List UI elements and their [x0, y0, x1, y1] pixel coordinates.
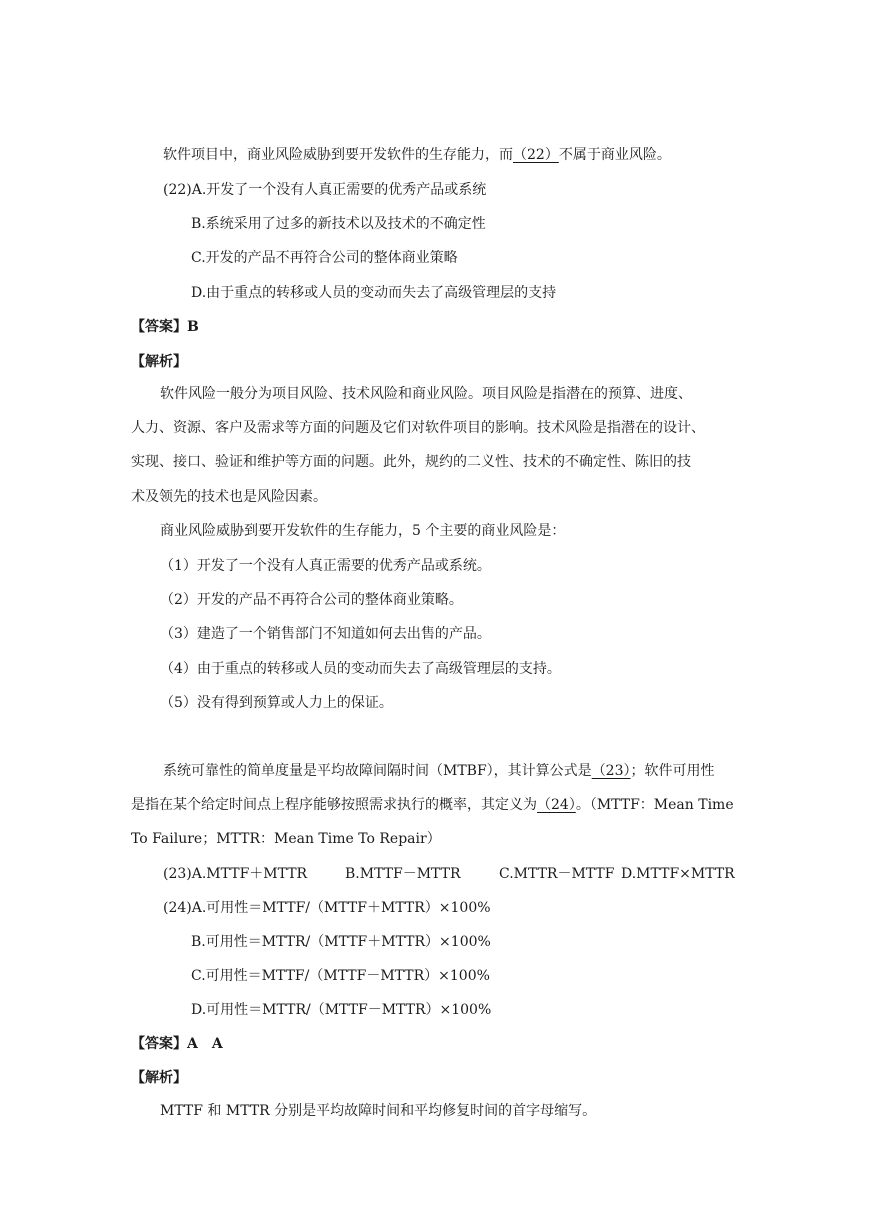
- q22-analysis-line-2: 人力、资源、客户及需求等方面的问题及它们对软件项目的影响。技术风险是指潜在的设计、: [131, 420, 705, 436]
- q23-stem-line-3: To Failure；MTTR：Mean Time To Repair）: [131, 831, 441, 847]
- q22-stem: [163, 145, 671, 165]
- q24-option-c: C.可用性＝MTTF/（MTTF－MTTR）×100%: [191, 968, 490, 984]
- q23-option-a: (23)A.MTTF＋MTTR: [163, 866, 308, 882]
- q22-analysis-label: 【解析】: [131, 354, 187, 370]
- q22-stem-end: 不属于商业风险。: [558, 147, 671, 163]
- q24-option-b: B.可用性＝MTTR/（MTTF＋MTTR）×100%: [191, 934, 491, 950]
- q23-blank: （23）: [591, 763, 631, 779]
- q24-blank: （24）: [537, 797, 576, 813]
- q23-stem-start: 系统可靠性的简单度量是平均故障间隔时间（MTBF），其计算公式是: [163, 763, 592, 779]
- q22-option-d: D.由于重点的转移或人员的变动而失去了高级管理层的支持: [191, 285, 557, 301]
- q23-stem-line-2: [131, 795, 734, 815]
- risk-item-1: （1）开发了一个没有人真正需要的优秀产品或系统。: [160, 558, 491, 574]
- q23-option-d: D.MTTF×MTTR: [621, 866, 735, 882]
- q23-analysis-label: 【解析】: [131, 1070, 187, 1086]
- q24-stem-end: 。（MTTF：Mean Time: [575, 797, 734, 813]
- q22-analysis-line-1: 软件风险一般分为项目风险、技术风险和商业风险。项目风险是指潜在的预算、进度、: [160, 386, 692, 402]
- risk-item-5: （5）没有得到预算或人力上的保证。: [160, 695, 393, 711]
- q24-option-d: D.可用性＝MTTR/（MTTF－MTTR）×100%: [191, 1002, 492, 1018]
- q22-stem-start: 软件项目中，商业风险威胁到要开发软件的生存能力，而: [163, 147, 513, 163]
- q22-option-c: C.开发的产品不再符合公司的整体商业策略: [191, 250, 458, 266]
- q23-option-b: B.MTTF－MTTR: [345, 866, 461, 882]
- q22-answer-label: 【答案】: [131, 319, 187, 335]
- q22-answer-value: B: [187, 319, 199, 335]
- q23-answer-value: A A: [187, 1036, 223, 1052]
- q23-stem-end: ；软件可用性: [630, 763, 715, 779]
- q23-answer: [131, 1034, 223, 1054]
- q23-option-c: C.MTTR－MTTF: [499, 866, 615, 882]
- q22-answer: [131, 317, 199, 337]
- q23-stem-line-1: [163, 761, 715, 781]
- q22-analysis-line-4: 术及领先的技术也是风险因素。: [131, 489, 327, 505]
- q23-analysis-text: MTTF 和 MTTR 分别是平均故障时间和平均修复时间的首字母缩写。: [160, 1103, 597, 1119]
- q22-blank: （22）: [513, 147, 559, 163]
- q24-stem-start: 是指在某个给定时间点上程序能够按照需求执行的概率，其定义为: [131, 797, 537, 813]
- q22-option-b: B.系统采用了过多的新技术以及技术的不确定性: [191, 216, 486, 232]
- q22-analysis-para-2: 商业风险威胁到要开发软件的生存能力，5 个主要的商业风险是：: [160, 523, 566, 539]
- q23-answer-label: 【答案】: [131, 1036, 187, 1052]
- q22-option-a: (22)A.开发了一个没有人真正需要的优秀产品或系统: [163, 182, 487, 198]
- risk-item-3: （3）建造了一个销售部门不知道如何去出售的产品。: [160, 626, 491, 642]
- risk-item-4: （4）由于重点的转移或人员的变动而失去了高级管理层的支持。: [160, 661, 561, 677]
- risk-item-2: （2）开发的产品不再符合公司的整体商业策略。: [160, 592, 463, 608]
- q24-option-a: (24)A.可用性＝MTTF/（MTTF＋MTTR）×100%: [163, 900, 491, 916]
- q22-analysis-line-3: 实现、接口、验证和维护等方面的问题。此外，规约的二义性、技术的不确定性、陈旧的技: [131, 454, 691, 470]
